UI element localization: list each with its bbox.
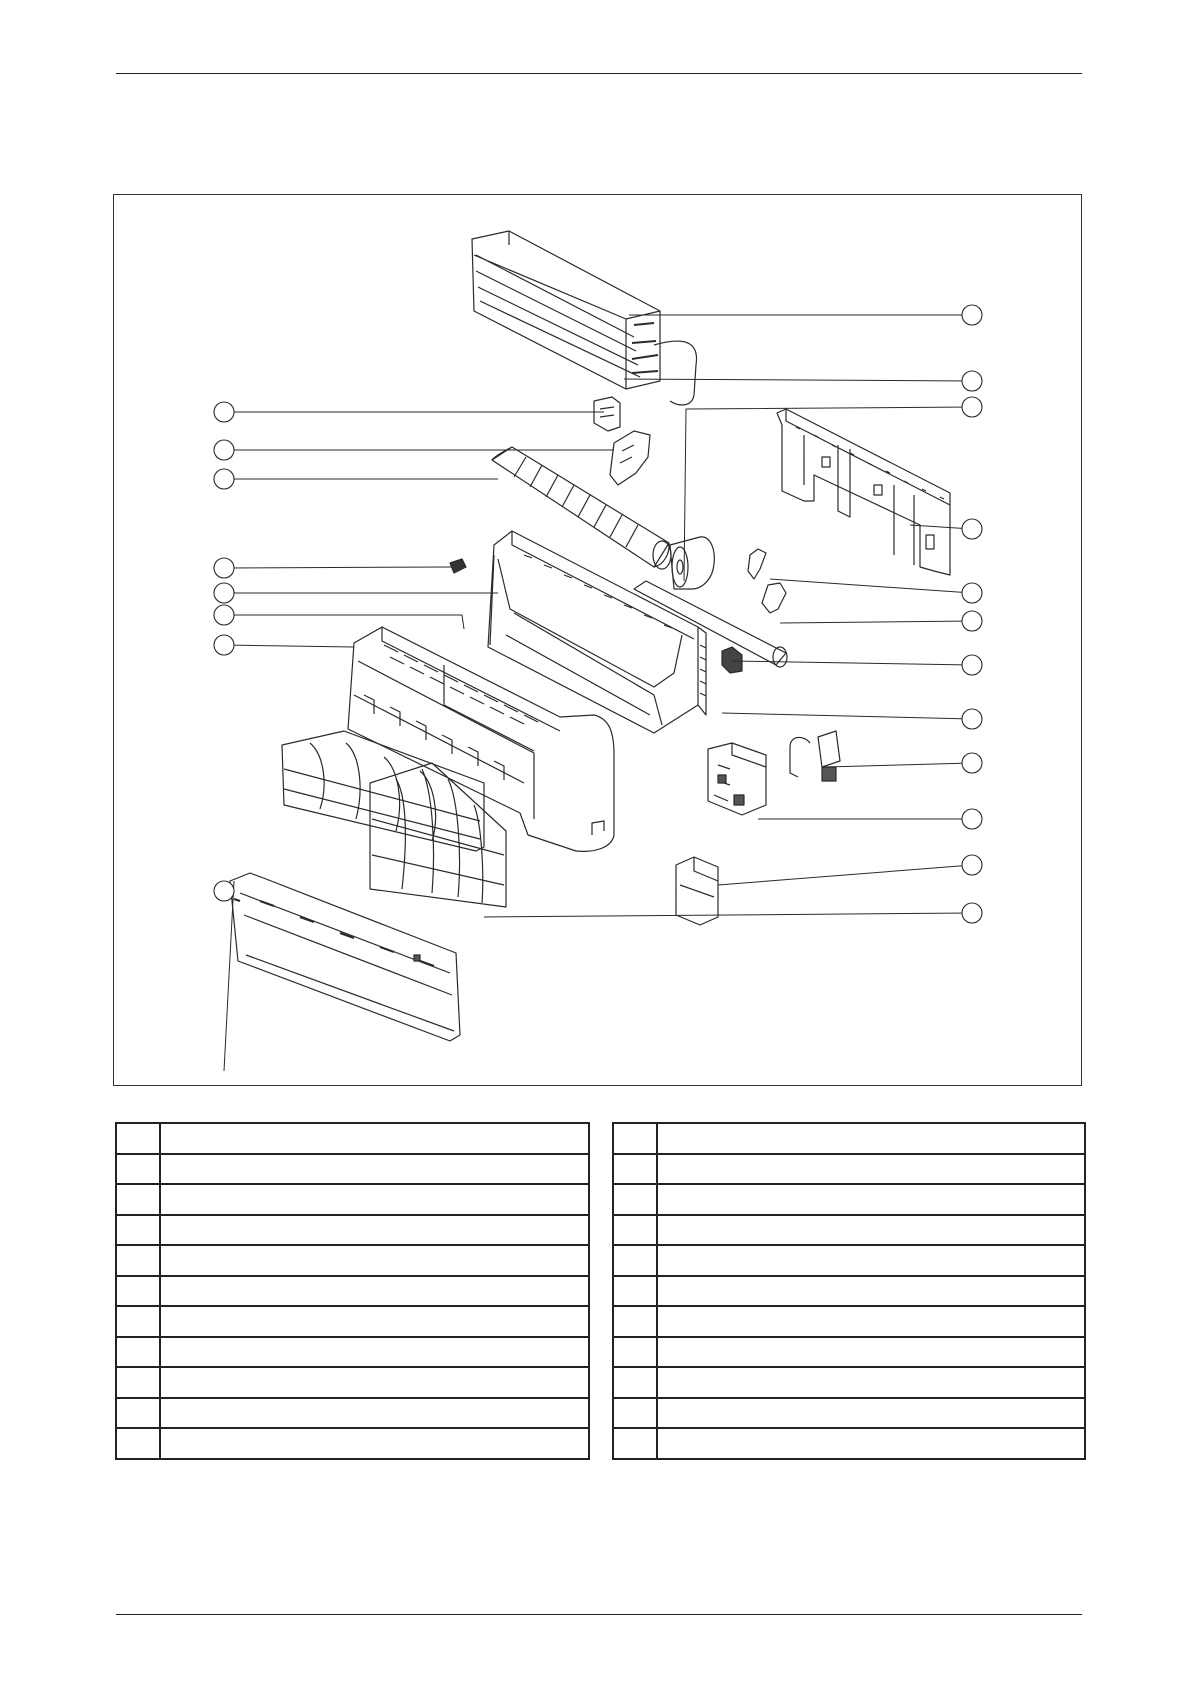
part-name-cell — [657, 1245, 1085, 1276]
part-number-cell — [116, 1276, 160, 1307]
callout-left-4 — [214, 558, 234, 578]
table-row — [613, 1337, 1085, 1368]
footer-rule — [116, 1614, 1082, 1615]
part-name-cell — [160, 1428, 589, 1459]
part-number-cell — [613, 1428, 657, 1459]
part-number-cell — [613, 1367, 657, 1398]
callout-right-10 — [962, 809, 982, 829]
parts-table-right — [612, 1122, 1086, 1460]
table-row — [613, 1245, 1085, 1276]
base-chassis — [488, 531, 706, 733]
callout-right-3 — [962, 397, 982, 417]
part-number-cell — [613, 1276, 657, 1307]
part-number-cell — [116, 1245, 160, 1276]
table-row — [613, 1215, 1085, 1246]
display-pcb — [708, 743, 766, 815]
part-number-cell — [613, 1184, 657, 1215]
part-name-cell — [160, 1398, 589, 1429]
table-row — [116, 1184, 589, 1215]
header-rule — [116, 73, 1082, 74]
part-name-cell — [657, 1367, 1085, 1398]
front-cover — [230, 873, 460, 1041]
part-number-cell — [116, 1306, 160, 1337]
part-number-cell — [116, 1367, 160, 1398]
part-number-cell — [116, 1123, 160, 1154]
table-row — [613, 1123, 1085, 1154]
part-name-cell — [160, 1276, 589, 1307]
air-filter-right — [370, 763, 506, 907]
part-number-cell — [116, 1337, 160, 1368]
callout-right-12 — [962, 903, 982, 923]
part-number-cell — [116, 1215, 160, 1246]
part-number-cell — [613, 1398, 657, 1429]
table-row — [116, 1245, 589, 1276]
callout-right-11 — [962, 855, 982, 875]
table-row — [116, 1123, 589, 1154]
part-name-cell — [657, 1306, 1085, 1337]
callout-left-2 — [214, 440, 234, 460]
callout-circles — [214, 305, 982, 923]
callout-left-8 — [214, 881, 234, 901]
callout-right-8 — [962, 709, 982, 729]
mounting-plate — [777, 409, 950, 575]
table-row — [116, 1367, 589, 1398]
table-row — [116, 1398, 589, 1429]
part-name-cell — [160, 1306, 589, 1337]
drain-hose — [634, 581, 787, 667]
part-name-cell — [657, 1184, 1085, 1215]
callout-leaders — [224, 315, 972, 1071]
part-number-cell — [116, 1428, 160, 1459]
part-number-cell — [613, 1245, 657, 1276]
callout-right-1 — [962, 305, 982, 325]
callout-right-5 — [962, 583, 982, 603]
part-name-cell — [657, 1398, 1085, 1429]
part-name-cell — [657, 1123, 1085, 1154]
table-row — [613, 1398, 1085, 1429]
main-pcb-wiring — [790, 731, 840, 781]
part-number-cell — [613, 1337, 657, 1368]
exploded-view-diagram — [113, 194, 1082, 1086]
table-row — [613, 1306, 1085, 1337]
swing-motor — [722, 647, 742, 673]
table-row — [116, 1428, 589, 1459]
table-row — [613, 1184, 1085, 1215]
cross-flow-fan — [492, 447, 671, 569]
part-name-cell — [657, 1276, 1085, 1307]
callout-right-9 — [962, 753, 982, 773]
fan-motor — [670, 537, 714, 589]
coil-holder — [594, 397, 620, 431]
swing-motor-bracket — [748, 549, 786, 613]
table-row — [613, 1428, 1085, 1459]
table-row — [116, 1276, 589, 1307]
part-number-cell — [613, 1306, 657, 1337]
part-name-cell — [160, 1245, 589, 1276]
table-row — [116, 1154, 589, 1185]
part-number-cell — [116, 1154, 160, 1185]
part-number-cell — [613, 1215, 657, 1246]
callout-left-3 — [214, 469, 234, 489]
part-name-cell — [657, 1154, 1085, 1185]
table-row — [613, 1276, 1085, 1307]
table-row — [613, 1367, 1085, 1398]
parts-table-left — [115, 1122, 590, 1460]
part-name-cell — [160, 1337, 589, 1368]
callout-right-2 — [962, 371, 982, 391]
air-filter-left — [282, 731, 484, 851]
part-number-cell — [613, 1123, 657, 1154]
part-name-cell — [160, 1123, 589, 1154]
part-number-cell — [116, 1398, 160, 1429]
table-row — [116, 1306, 589, 1337]
callout-right-7 — [962, 655, 982, 675]
callout-left-5 — [214, 583, 234, 603]
part-name-cell — [160, 1215, 589, 1246]
part-number-cell — [116, 1184, 160, 1215]
table-row — [613, 1154, 1085, 1185]
part-name-cell — [657, 1428, 1085, 1459]
callout-left-6 — [214, 605, 234, 625]
part-name-cell — [160, 1184, 589, 1215]
callout-left-7 — [214, 635, 234, 655]
callout-right-4 — [962, 519, 982, 539]
bearing-housing — [610, 431, 650, 485]
part-name-cell — [160, 1367, 589, 1398]
part-name-cell — [160, 1154, 589, 1185]
part-name-cell — [657, 1337, 1085, 1368]
callout-left-1 — [214, 402, 234, 422]
table-row — [116, 1337, 589, 1368]
sensor-holder — [450, 559, 466, 573]
front-panel — [348, 627, 614, 851]
part-name-cell — [657, 1215, 1085, 1246]
table-row — [116, 1215, 589, 1246]
callout-right-6 — [962, 611, 982, 631]
part-number-cell — [613, 1154, 657, 1185]
